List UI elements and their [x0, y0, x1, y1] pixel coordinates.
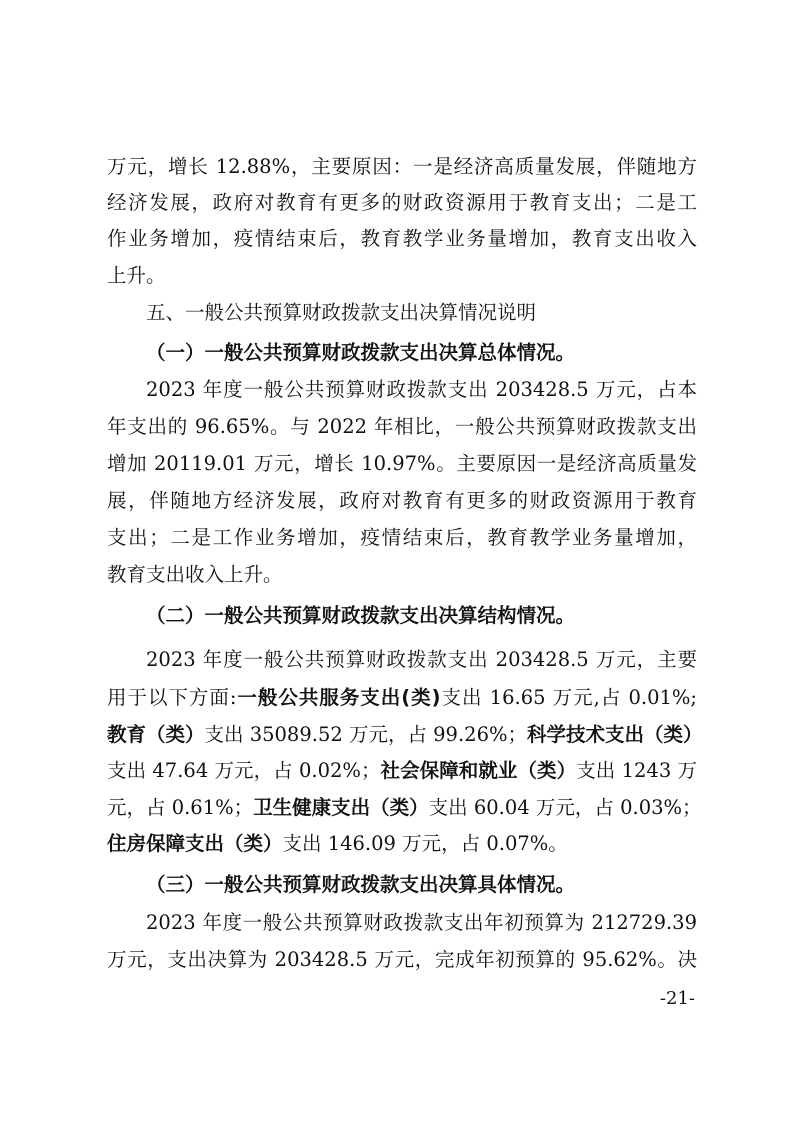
- paragraph-line: 上升。: [107, 264, 166, 287]
- category-value: 元，占 0.61%；: [107, 796, 254, 819]
- paragraph-line: [107, 754, 697, 788]
- category-science-technology: 科学技术支出（类）: [527, 723, 703, 746]
- category-housing: 住房保障支出（类）: [107, 832, 283, 855]
- category-general-public-services: 一般公共服务支出(类): [236, 686, 441, 709]
- category-health: 卫生健康支出（类）: [253, 796, 429, 819]
- category-value: 支出 1243 万: [576, 759, 697, 782]
- paragraph-line: 展，伴随地方经济发展，政府对教育有更多的财政资源用于教育: [107, 489, 697, 512]
- category-value: 支出 146.09 万元，占 0.07%。: [282, 832, 568, 855]
- subsection-heading-2: （二）一般公共预算财政拨款支出决算结构情况。: [146, 604, 576, 627]
- category-value: 支出 35089.52 万元，占 99.26%；: [204, 723, 528, 746]
- paragraph-line: [107, 718, 703, 752]
- paragraph-line: 支出；二是工作业务增加，疫情结束后，教育教学业务量增加，: [107, 526, 697, 549]
- category-value: 支出 60.04 万元，占 0.03%；: [428, 796, 702, 819]
- category-education: 教育（类）: [107, 723, 205, 746]
- paragraph-line: 增加 20119.01 万元，增长 10.97%。主要原因一是经济高质量发: [107, 452, 697, 475]
- paragraph-line: 2023 年度一般公共预算财政拨款支出年初预算为 212729.39: [146, 911, 697, 934]
- paragraph-line: [107, 791, 702, 825]
- paragraph-line: 2023 年度一般公共预算财政拨款支出 203428.5 万元，主要: [146, 648, 697, 671]
- subsection-heading-3: （三）一般公共预算财政拨款支出决算具体情况。: [146, 873, 576, 896]
- paragraph-line: 万元，增长 12.88%，主要原因：一是经济高质量发展，伴随地方: [107, 155, 697, 178]
- paragraph-line: [107, 681, 697, 715]
- line-prefix: 用于以下方面:: [107, 686, 237, 709]
- paragraph-line: [107, 827, 697, 861]
- paragraph-line: 经济发展，政府对教育有更多的财政资源用于教育支出；二是工: [107, 191, 697, 214]
- category-value: 支出 47.64 万元，占 0.02%；: [107, 759, 381, 782]
- paragraph-line: 2023 年度一般公共预算财政拨款支出 203428.5 万元，占本: [146, 378, 697, 401]
- section-heading: 五、一般公共预算财政拨款支出决算情况说明: [146, 301, 537, 324]
- category-value: 支出 16.65 万元,占 0.01%;: [440, 686, 697, 709]
- paragraph-line: 年支出的 96.65%。与 2022 年相比，一般公共预算财政拨款支出: [107, 415, 697, 438]
- paragraph-line: 万元，支出决算为 203428.5 万元，完成年初预算的 95.62%。决: [107, 948, 697, 971]
- subsection-heading-1: （一）一般公共预算财政拨款支出决算总体情况。: [146, 341, 576, 364]
- category-social-security: 社会保障和就业（类）: [380, 759, 577, 782]
- page-number: -21-: [659, 988, 695, 1009]
- paragraph-line: 作业务增加，疫情结束后，教育教学业务量增加，教育支出收入: [107, 227, 697, 250]
- paragraph-line: 教育支出收入上升。: [107, 563, 283, 586]
